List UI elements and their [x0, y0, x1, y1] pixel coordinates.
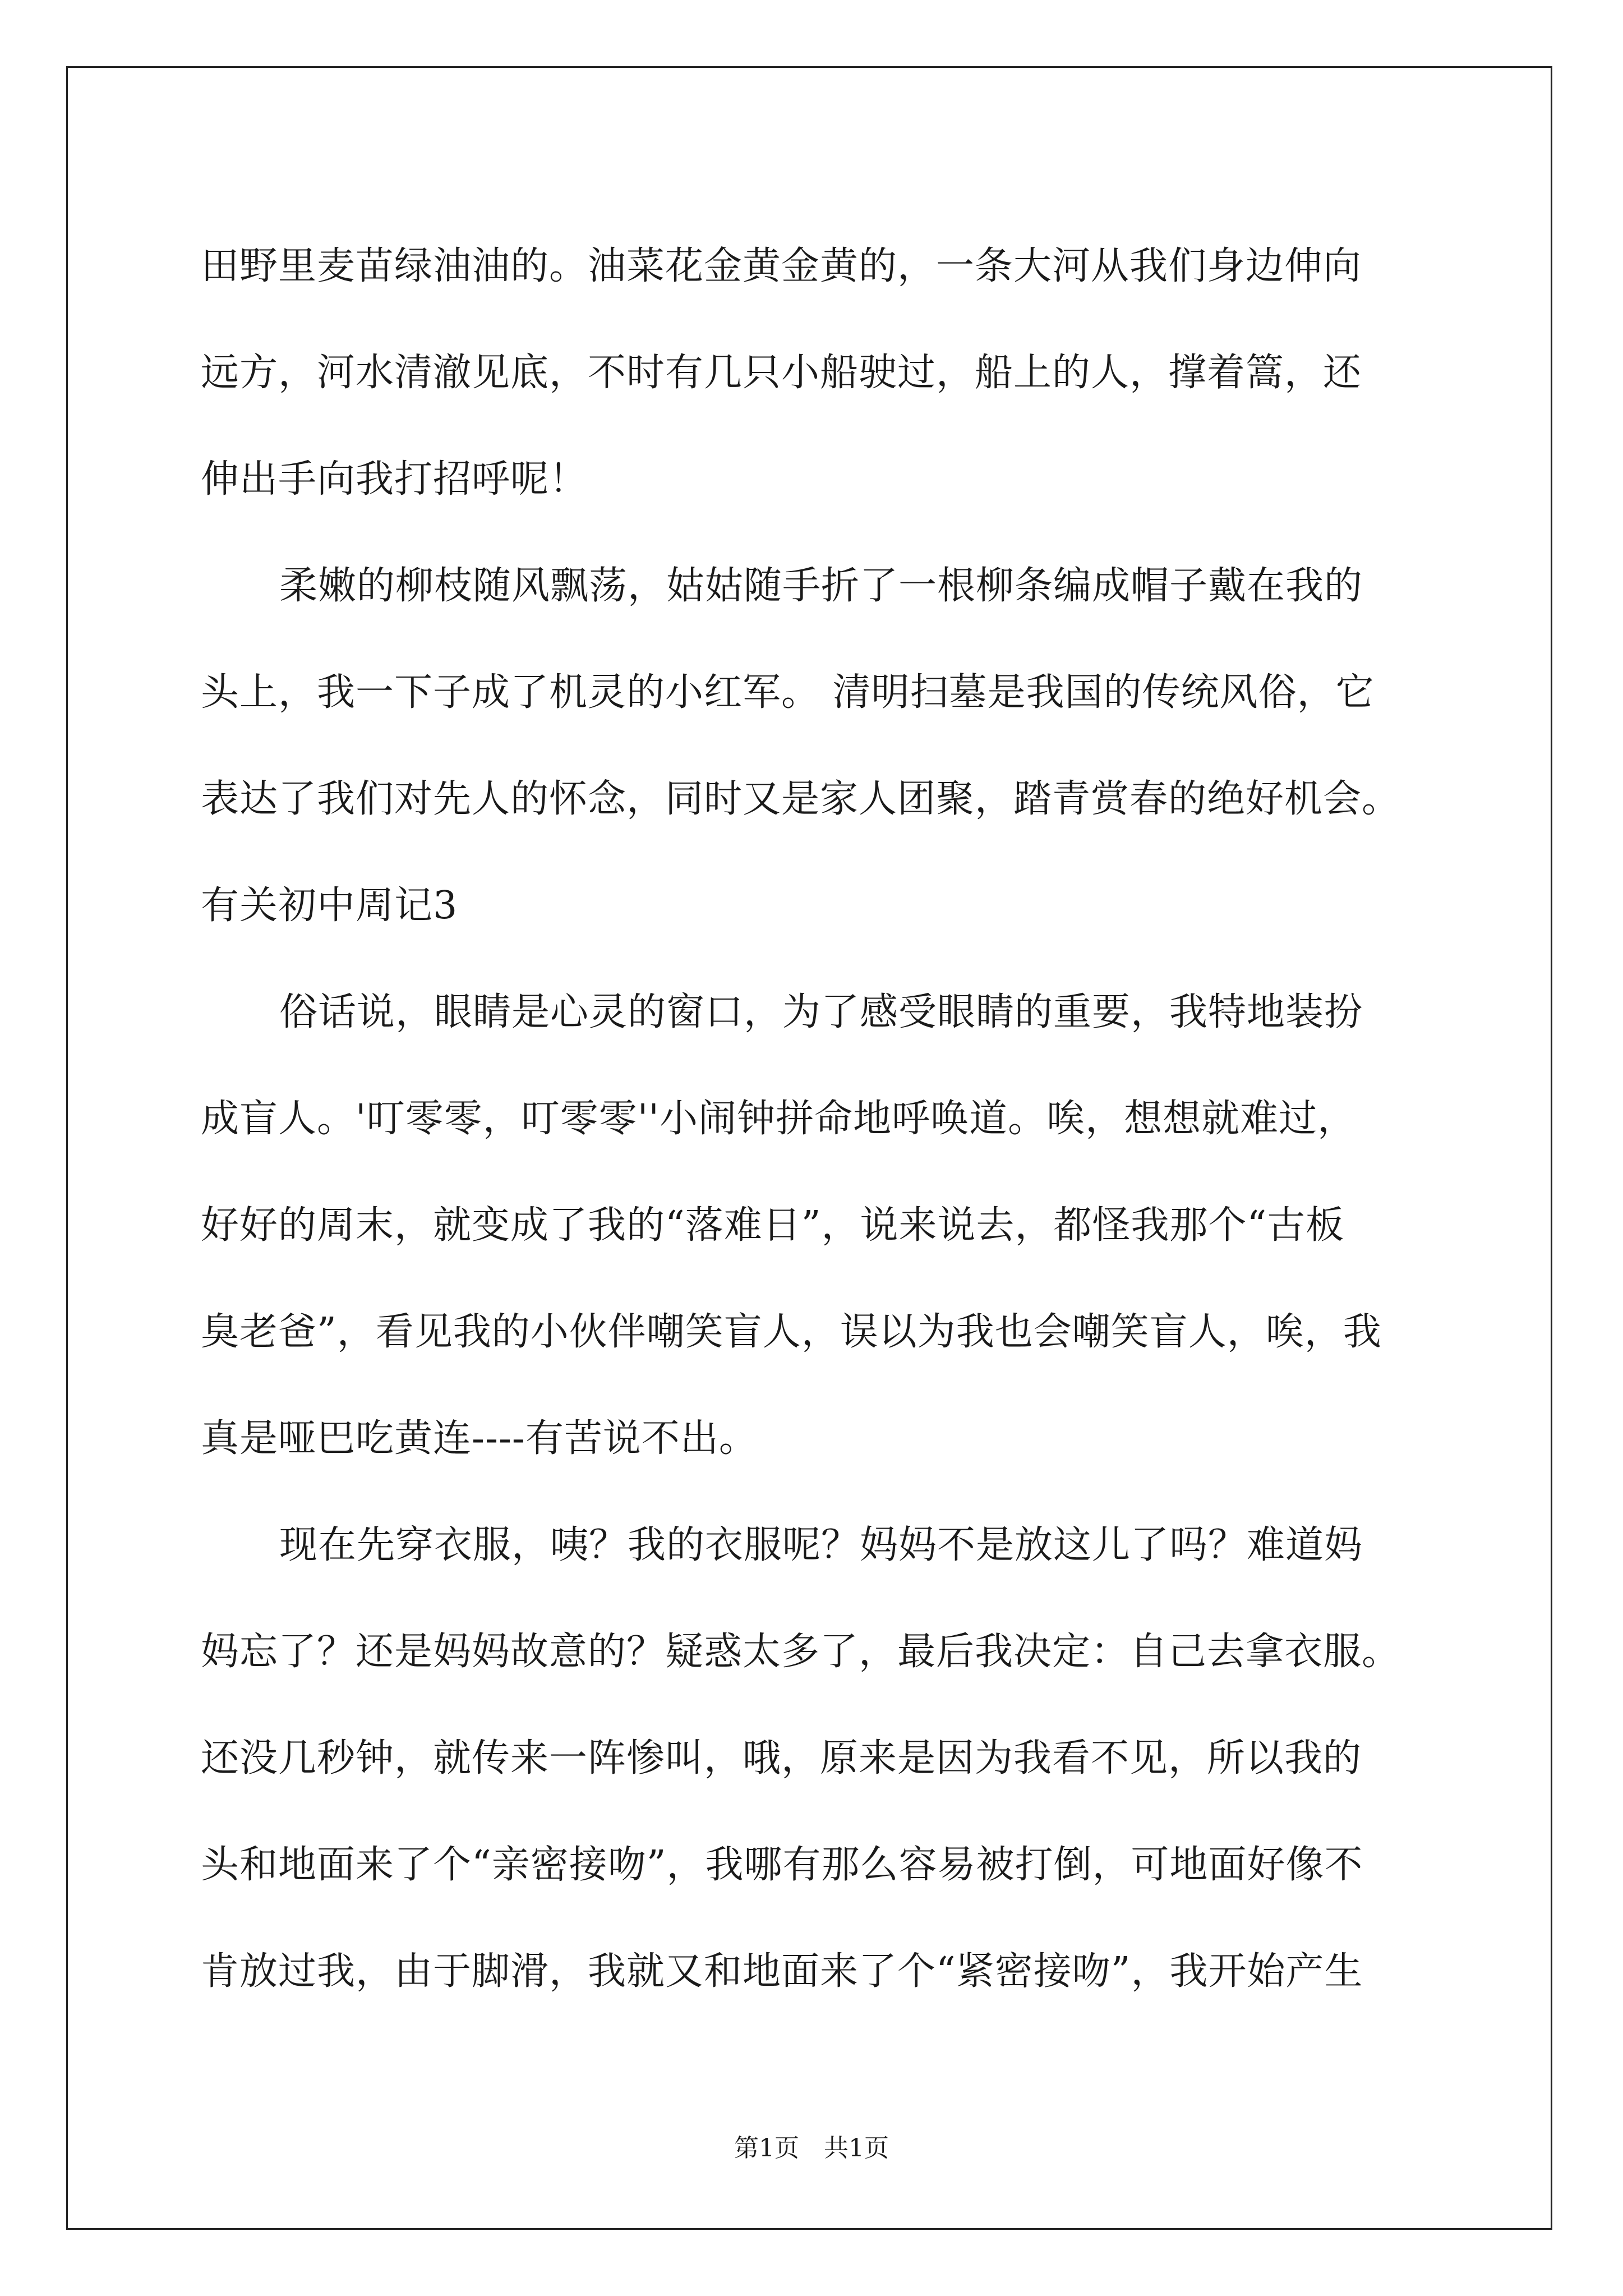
- text-line: 俗话说，眼睛是心灵的窗口，为了感受眼睛的重要，我特地装扮: [279, 990, 1363, 1034]
- text-line: 伸出手向我打招呼呢！: [201, 457, 588, 501]
- text-line: 臭老爸”，看见我的小伙伴嘲笑盲人，误以为我也会嘲笑盲人，唉，我: [201, 1310, 1382, 1354]
- text-line: 柔嫩的柳枝随风飘荡，姑姑随手折了一根柳条编成帽子戴在我的: [279, 564, 1363, 608]
- text-line: 真是哑巴吃黄连----有苦说不出。: [201, 1416, 758, 1461]
- page-number-current: 第1页: [734, 2134, 799, 2162]
- text-line: 肯放过我，由于脚滑，我就又和地面来了个“紧密接吻”，我开始产生: [201, 1949, 1363, 1994]
- text-line: 表达了我们对先人的怀念，同时又是家人团聚，踏青赏春的绝好机会。: [201, 777, 1401, 821]
- text-line: 成盲人。'叮零零，叮零零''小闹钟拼命地呼唤道。唉，想想就难过，: [201, 1097, 1357, 1141]
- page-footer: [0, 2132, 1623, 2165]
- text-line: 好好的周末，就变成了我的“落难日”，说来说去，都怪我那个“古板: [201, 1203, 1345, 1248]
- text-line: 还没几秒钟，就传来一阵惨叫，哦，原来是因为我看不见，所以我的: [201, 1736, 1362, 1780]
- page-number-total: 共1页: [824, 2134, 889, 2162]
- document-body: [201, 213, 1435, 2025]
- text-line: 田野里麦苗绿油油的。油菜花金黄金黄的，一条大河从我们身边伸向: [201, 244, 1362, 288]
- text-line: 远方，河水清澈见底，不时有几只小船驶过，船上的人，撑着篙，还: [201, 351, 1362, 395]
- text-line: 头和地面来了个“亲密接吻”，我哪有那么容易被打倒，可地面好像不: [201, 1843, 1363, 1887]
- text-line: 头上，我一下子成了机灵的小红军。 清明扫墓是我国的传统风俗，它: [201, 670, 1375, 715]
- text-line: 现在先穿衣服，咦？我的衣服呢？妈妈不是放这儿了吗？难道妈: [279, 1523, 1363, 1567]
- text-line: 妈忘了？还是妈妈故意的？疑惑太多了，最后我决定：自己去拿衣服。: [201, 1630, 1401, 1674]
- section-heading: 有关初中周记3: [201, 884, 458, 928]
